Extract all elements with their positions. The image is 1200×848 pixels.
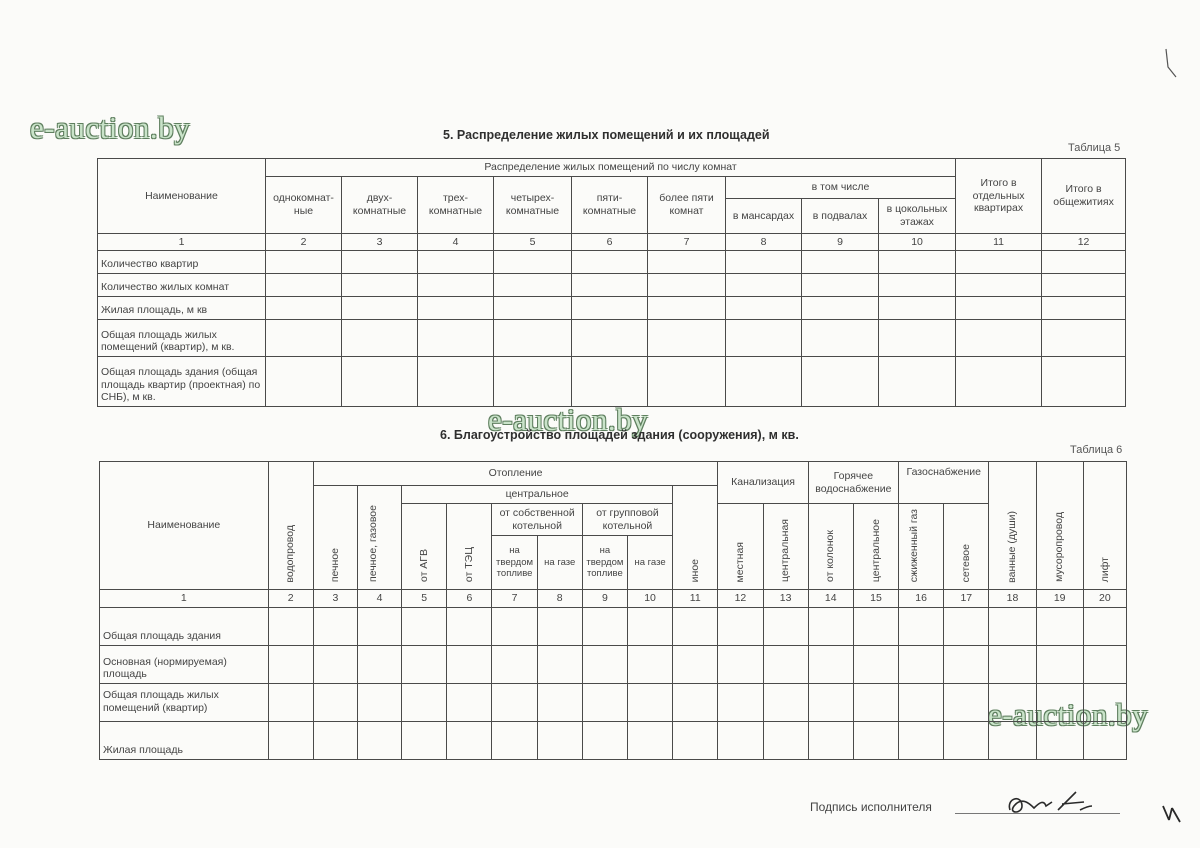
t5-row-label: Количество квартир bbox=[98, 251, 266, 274]
t5-row-label: Общая площадь здания (общая площадь квартир (проектная) по СНБ), м кв. bbox=[98, 357, 266, 407]
t6-colnum: 16 bbox=[899, 590, 944, 608]
t6-colnum: 4 bbox=[357, 590, 401, 608]
t6-header-c2: водопровод bbox=[284, 524, 297, 583]
t5-colnum: 9 bbox=[802, 234, 879, 251]
t6-colnum: 11 bbox=[673, 590, 718, 608]
signature-label: Подпись исполнителя bbox=[810, 800, 932, 814]
t6-row-label: Жилая площадь bbox=[100, 722, 269, 760]
t6-header-c3: печное bbox=[329, 548, 342, 583]
t6-header-c6: от ТЭЦ bbox=[463, 547, 476, 583]
table6-title: 6. Благоустройство площадей здания (сооружения), м кв. bbox=[440, 428, 799, 442]
t5-header-group: Распределение жилых помещений по числу комнат bbox=[266, 159, 956, 177]
t6-header-c10: на газе bbox=[627, 536, 672, 590]
table-row bbox=[100, 646, 1127, 684]
t6-header-c7: на твердом топливе bbox=[492, 536, 537, 590]
t5-header-c4: трех-комнатные bbox=[418, 177, 494, 234]
t6-colnum: 19 bbox=[1036, 590, 1083, 608]
t6-colnum: 6 bbox=[447, 590, 492, 608]
t6-colnum: 7 bbox=[492, 590, 537, 608]
t6-colnum: 14 bbox=[808, 590, 853, 608]
t6-colnum: 2 bbox=[268, 590, 313, 608]
t5-row-label: Количество жилых комнат bbox=[98, 274, 266, 297]
table-row bbox=[98, 274, 1126, 297]
t5-colnum: 12 bbox=[1042, 234, 1126, 251]
t6-header-c5: от АГВ bbox=[417, 549, 430, 583]
t5-colnum: 11 bbox=[956, 234, 1042, 251]
t5-row-label: Жилая площадь, м кв bbox=[98, 297, 266, 320]
t6-header-gas: Газоснабжение bbox=[899, 462, 989, 504]
t6-header-c15: центральное bbox=[869, 519, 882, 583]
table-row bbox=[100, 722, 1127, 760]
t6-header-sewer: Канализация bbox=[718, 462, 808, 504]
t6-header-c8: на газе bbox=[537, 536, 582, 590]
t6-header-c20: лифт bbox=[1098, 557, 1111, 583]
t6-header-c18: ванные (души) bbox=[1006, 510, 1019, 583]
t6-colnum: 17 bbox=[944, 590, 989, 608]
t6-col-numbers bbox=[100, 590, 1127, 608]
t6-header-hotwater: Горячее водоснабжение bbox=[808, 462, 898, 504]
watermark-center: e-auction.by bbox=[488, 402, 649, 437]
t6-header-own-boiler: от собственной котельной bbox=[492, 504, 582, 536]
t5-header-c7: более пяти комнат bbox=[648, 177, 726, 234]
t5-row-label: Общая площадь жилых помещений (квартир), м кв. bbox=[98, 320, 266, 357]
table6 bbox=[99, 461, 1127, 760]
t6-colnum: 12 bbox=[718, 590, 763, 608]
t6-colnum: 15 bbox=[853, 590, 898, 608]
t5-colnum: 4 bbox=[418, 234, 494, 251]
table-row bbox=[100, 608, 1127, 646]
t6-header-heating: Отопление bbox=[313, 462, 718, 486]
t6-colnum: 10 bbox=[627, 590, 672, 608]
t5-colnum: 5 bbox=[494, 234, 572, 251]
t6-colnum: 3 bbox=[313, 590, 357, 608]
t5-colnum: 6 bbox=[572, 234, 648, 251]
t5-colnum: 10 bbox=[879, 234, 956, 251]
table5-number: Таблица 5 bbox=[1068, 142, 1121, 154]
pen-mark bbox=[1160, 800, 1184, 826]
scan-mark bbox=[1160, 45, 1180, 81]
t6-header-c19: мусоропровод bbox=[1053, 512, 1066, 583]
watermark-bottom-right: e-auction.by bbox=[988, 697, 1149, 732]
t5-header-c8: в мансардах bbox=[726, 199, 802, 234]
t6-colnum: 13 bbox=[763, 590, 808, 608]
table6-number: Таблица 6 bbox=[1070, 444, 1123, 456]
t5-header-incl: в том числе bbox=[726, 177, 956, 199]
t6-row-label: Общая площадь жилых помещений (квартир) bbox=[100, 684, 269, 722]
t6-row-label: Основная (нормируемая) площадь bbox=[100, 646, 269, 684]
signature-scribble bbox=[1000, 784, 1100, 820]
t5-header-c6: пяти-комнатные bbox=[572, 177, 648, 234]
t6-colnum: 8 bbox=[537, 590, 582, 608]
t6-header-c13: центральная bbox=[779, 519, 792, 583]
t5-header-c9: в подвалах bbox=[802, 199, 879, 234]
t6-header-c11: иное bbox=[688, 559, 701, 583]
t5-header-c2: однокомнат-ные bbox=[266, 177, 342, 234]
t5-header-c10: в цокольных этажах bbox=[879, 199, 956, 234]
t6-colnum: 5 bbox=[402, 590, 447, 608]
t5-colnum: 8 bbox=[726, 234, 802, 251]
t5-colnum: 2 bbox=[266, 234, 342, 251]
t6-colnum: 9 bbox=[582, 590, 627, 608]
t6-header-c12: местная bbox=[734, 541, 747, 583]
t5-header-c3: двух-комнатные bbox=[342, 177, 418, 234]
t6-header-c17: сетевое bbox=[960, 543, 973, 583]
table-row bbox=[98, 320, 1126, 357]
t6-colnum: 1 bbox=[100, 590, 269, 608]
t6-header-central: центральное bbox=[402, 486, 673, 504]
t6-colnum: 18 bbox=[989, 590, 1036, 608]
table5 bbox=[97, 158, 1126, 407]
t5-header-c5: четырех-комнатные bbox=[494, 177, 572, 234]
watermark-top-left: e-auction.by bbox=[30, 110, 191, 145]
table-row bbox=[98, 357, 1126, 407]
t5-colnum: 1 bbox=[98, 234, 266, 251]
t6-colnum: 20 bbox=[1083, 590, 1126, 608]
t6-row-label: Общая площадь здания bbox=[100, 608, 269, 646]
table-row bbox=[98, 297, 1126, 320]
t5-col-numbers bbox=[98, 234, 1126, 251]
table5-title: 5. Распределение жилых помещений и их площадей bbox=[443, 128, 770, 142]
t5-colnum: 7 bbox=[648, 234, 726, 251]
table-row bbox=[98, 251, 1126, 274]
t5-header-c12: Итого в общежитиях bbox=[1042, 159, 1126, 234]
t6-header-name: Наименование bbox=[100, 462, 269, 590]
t6-header-c16: сжиженный газ bbox=[908, 509, 921, 583]
t5-header-name: Наименование bbox=[98, 159, 266, 234]
t5-header-c11: Итого в отдельных квартирах bbox=[956, 159, 1042, 234]
t5-colnum: 3 bbox=[342, 234, 418, 251]
t6-header-group-boiler: от групповой котельной bbox=[582, 504, 672, 536]
table-row bbox=[100, 684, 1127, 722]
t6-header-c9: на твердом топливе bbox=[582, 536, 627, 590]
t6-header-c14: от колонок bbox=[824, 530, 837, 583]
t6-header-c4: печное, газовое bbox=[366, 505, 379, 583]
